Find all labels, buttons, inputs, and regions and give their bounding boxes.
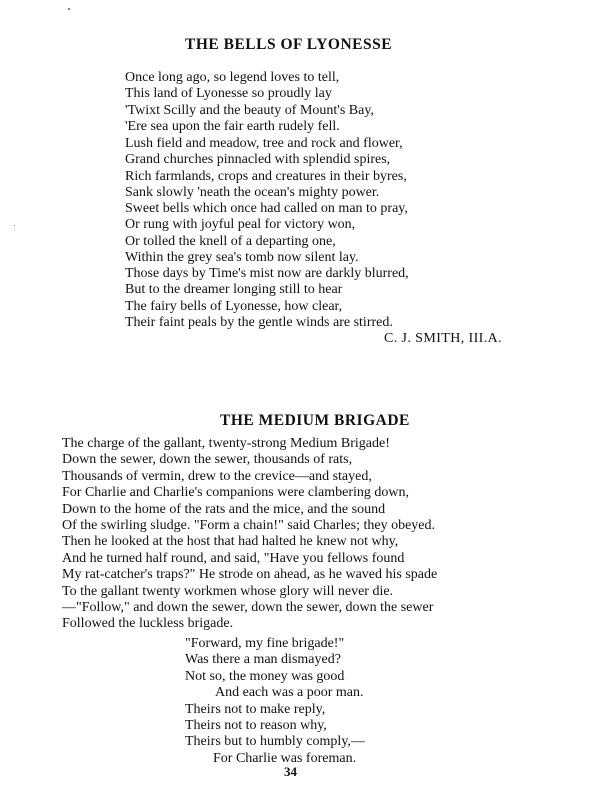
poem-line: To the gallant twenty workmen whose glory will never die. — [62, 583, 394, 599]
poem-line: For Charlie and Charlie's companions were clambering down, — [62, 485, 409, 501]
poem-line: Or rung with joyful peal for victory won, — [125, 217, 356, 233]
poem-line: Once long ago, so legend loves to tell, — [125, 70, 340, 85]
poem-line: Theirs not to make reply, — [185, 701, 326, 717]
poem1-author: C. J. SMITH, III.A. — [384, 331, 503, 346]
poem2-paragraph — [62, 436, 437, 633]
poem1-stanza-3 — [125, 201, 408, 267]
poem1-title: THE BELLS OF LYONESSE — [185, 36, 393, 53]
poem-line: Of the swirling sludge. "Form a chain!" said Charles; they obeyed. — [62, 517, 436, 533]
poem-line: Was there a man dismayed? — [185, 652, 341, 668]
poem-line: This land of Lyonesse so proudly lay — [125, 86, 332, 102]
poem-line: "Forward, my fine brigade!" — [185, 636, 345, 651]
poem-line: Followed the luckless brigade. — [62, 616, 234, 632]
poem-line: Then he looked at the host that had halted he knew not why, — [62, 534, 399, 550]
poem-line: Their faint peals by the gentle winds are stirred. — [125, 315, 393, 331]
poem-line: And each was a poor man. — [215, 685, 364, 701]
poem-line: Down to the home of the rats and the mice, and the sound — [62, 501, 386, 517]
poem-line: Lush field and meadow, tree and rock and flower, — [125, 136, 403, 151]
poem-line: Sank slowly 'neath the ocean's mighty power. — [125, 185, 380, 201]
poem-line: Those days by Time's mist now are darkly blurred, — [125, 266, 409, 281]
poem-line: Theirs not to reason why, — [185, 717, 327, 733]
poem2-verse — [185, 636, 365, 767]
poem-line: Down the sewer, down the sewer, thousands of rats, — [62, 452, 353, 468]
poem1-stanza-1 — [125, 70, 374, 136]
poem-line: Not so, the money was good — [185, 668, 345, 684]
page-number: 34 — [284, 764, 297, 779]
poem-line: Or tolled the knell of a departing one, — [125, 233, 336, 249]
poem-line: My rat-catcher's traps?" He strode on ahead, as he waved his spade — [62, 567, 438, 583]
poem-line: The charge of the gallant, twenty-strong Medium Brigade! — [62, 436, 390, 451]
poem-line: For Charlie was foreman. — [213, 750, 357, 766]
poem-line: The fairy bells of Lyonesse, how clear, — [125, 298, 343, 314]
poem-line: Rich farmlands, crops and creatures in their byres, — [125, 168, 407, 184]
poem-line: 'Ere sea upon the fair earth rudely fell. — [125, 119, 340, 135]
poem-line: Thousands of vermin, drew to the crevice—and stayed, — [62, 468, 372, 484]
poem-line: 'Twixt Scilly and the beauty of Mount's Bay, — [125, 102, 374, 118]
print-speck — [14, 225, 15, 226]
print-speck — [68, 8, 70, 10]
poem-line: But to the dreamer longing still to hear — [125, 282, 343, 298]
poem-line: And he turned half round, and said, "Have you fellows found — [62, 550, 405, 566]
poem-line: Within the grey sea's tomb now silent lay. — [125, 250, 359, 266]
poem-line: Grand churches pinnacled with splendid spires, — [125, 152, 391, 168]
poem-line: —"Follow," and down the sewer, down the sewer, down the sewer — [62, 599, 434, 615]
poem1-stanza-4 — [125, 266, 409, 332]
poem-line: Theirs but to humbly comply,— — [185, 734, 365, 750]
poem-line: Sweet bells which once had called on man to pray, — [125, 201, 408, 216]
poem2-title: THE MEDIUM BRIGADE — [220, 412, 410, 429]
poem1-stanza-2 — [125, 136, 407, 202]
